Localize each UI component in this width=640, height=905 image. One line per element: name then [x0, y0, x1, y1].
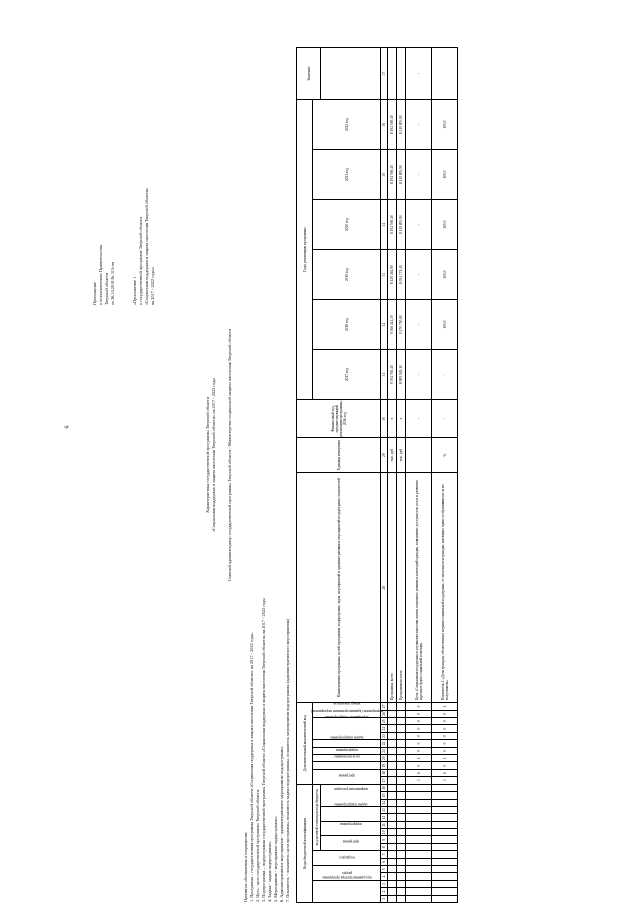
code-cell: [388, 829, 397, 836]
year-2021: 2021 год: [313, 150, 381, 200]
direction-code-header: направление расходов: [321, 784, 381, 806]
code-cell: [432, 843, 458, 850]
code-cell: [388, 755, 397, 762]
col-num: 20: [382, 756, 386, 761]
subprogram-code-header: подпрограмма: [321, 821, 381, 836]
appendix-line-8: на 2017 - 2022 годы»: [150, 266, 155, 305]
code-cell: [432, 829, 458, 836]
code-cell: 0: [432, 747, 458, 754]
page-number: 6: [64, 425, 71, 429]
title-line-2: «Социальная поддержка и защита населения Тверской области» на 2017 - 2022 годы: [211, 377, 216, 533]
year-value: 100,0: [432, 100, 458, 150]
name-header: Наименование программы, целей программы, подпрограмм, задач, мероприятий и административных мероприятий подпрограмм, показателей: [297, 473, 381, 703]
code-cell: [432, 858, 458, 865]
table-body: [388, 48, 458, 903]
code-cell: [397, 806, 406, 813]
code-cell: [406, 799, 432, 806]
code-cell: [397, 762, 406, 769]
col-num: 21: [382, 749, 386, 753]
code-cell: [388, 718, 397, 725]
row-base-year: х: [397, 400, 406, 438]
code-cell: [406, 829, 432, 836]
code-cell: [397, 843, 406, 850]
code-cell: [406, 866, 432, 873]
column-numbers-row: [381, 48, 388, 903]
code-cell: 0: [406, 710, 432, 717]
code-cell: [388, 814, 397, 821]
col-num: 22: [382, 741, 386, 746]
code-cell: [388, 740, 397, 747]
col-num: 16: [382, 786, 386, 790]
title-line-1: Характеристика государственной программы Тверской области: [205, 396, 210, 514]
code-cell: [397, 866, 406, 873]
code-cell: 1: [406, 755, 432, 762]
code-cell: [432, 821, 458, 828]
year-2020: 2020 год: [313, 200, 381, 250]
row-base-year: х: [388, 400, 397, 438]
a-event-header: мероприятие (административное мероприятие): [313, 740, 381, 747]
year-value: 8 119 893,90: [397, 200, 406, 250]
program-table: [296, 47, 458, 903]
year-value: -: [406, 300, 432, 350]
year-value: -: [432, 350, 458, 400]
code-cell: [388, 762, 397, 769]
code-cell: [397, 710, 406, 717]
appendix-line-1: Приложение: [92, 281, 97, 305]
appendix-line-2: к постановлению Правительства: [98, 245, 103, 305]
code-cell: 1: [432, 755, 458, 762]
code-cell: 0: [432, 762, 458, 769]
row-name: Программа, всего: [388, 473, 397, 703]
code-cell: [397, 836, 406, 843]
col-num: 7: [381, 851, 388, 858]
year-value: 100,0: [432, 300, 458, 350]
year-value: 100,0: [432, 250, 458, 300]
col-num: 25: [382, 719, 386, 724]
year-value: 8 119 893,90: [397, 150, 406, 200]
year-value: 8 119 893,90: [397, 100, 406, 150]
col-num: 37: [381, 48, 388, 100]
unit-header: Единица измерения: [297, 438, 381, 473]
code-cell: [406, 880, 432, 887]
row-unit: тыс. руб: [397, 438, 406, 473]
col-num: 28: [381, 473, 388, 703]
code-cell: [406, 784, 432, 792]
code-cell: [397, 718, 406, 725]
code-cell: [397, 792, 406, 799]
col-num: 13: [382, 808, 386, 812]
col-num: 6: [381, 858, 388, 865]
code-cell: [406, 858, 432, 865]
appendix-line-5: «Приложение 1: [132, 276, 137, 305]
col-num: 26: [382, 712, 386, 716]
code-cell: [397, 829, 406, 836]
col-num: 34: [381, 200, 388, 250]
code-cell: [432, 806, 458, 813]
code-cell: [406, 821, 432, 828]
code-cell: [388, 806, 397, 813]
year-value: 9 366 414,30: [388, 300, 397, 350]
a-subprogram-header: подпрограмма: [313, 755, 381, 762]
col-num: 29: [381, 438, 388, 473]
code-cell: [432, 888, 458, 895]
year-2019: 2019 год: [313, 250, 381, 300]
code-cell: [406, 888, 432, 895]
code-cell: [397, 814, 406, 821]
code-cell: [397, 888, 406, 895]
code-cell: [388, 821, 397, 828]
code-cell: 0: [406, 732, 432, 739]
subsection-header: подраздел: [313, 851, 381, 866]
year-2017: 2017 год: [313, 350, 381, 400]
note-4: 4. Задача - задача подпрограммы.: [267, 841, 272, 902]
year-value: -: [406, 150, 432, 200]
code-cell: [397, 799, 406, 806]
year-value: 8 054 771,40: [397, 250, 406, 300]
code-cell: 0: [432, 710, 458, 717]
row-end-value: [388, 48, 397, 100]
col-num: 32: [381, 300, 388, 350]
code-cell: [432, 895, 458, 902]
year-value: 100,0: [432, 200, 458, 250]
col-num: 19: [382, 763, 386, 768]
code-cell: [406, 851, 432, 858]
code-cell: [388, 710, 397, 717]
col-num: 27: [382, 704, 386, 709]
code-cell: [388, 784, 397, 792]
code-cell: 0: [406, 703, 432, 711]
code-cell: [388, 777, 397, 784]
code-cell: [432, 880, 458, 887]
code-cell: [388, 836, 397, 843]
code-cell: [406, 814, 432, 821]
note-6: 6. Административное мероприятие - административное мероприятие подпрограммы.: [279, 745, 284, 902]
code-cell: 0: [432, 732, 458, 739]
note-3: 3. Подпрограмма – подпрограмма государственной программы Тверской области «Социальная поддержка и защита населения Тверской области» на 2017 - 2022 годы: [261, 598, 266, 902]
code-cell: [432, 792, 458, 799]
code-cell: [432, 814, 458, 821]
code-cell: [406, 873, 432, 880]
admin-code-header: код администратора программы: [313, 880, 381, 902]
year-value: 8 129 464,90: [388, 250, 397, 300]
col-num: 23: [382, 734, 386, 738]
year-2018: 2018 год: [313, 300, 381, 350]
row-name: Цель «Социальная поддержка и улучшение качества жизни социально уязвимых категорий граждан, повышение доступности услуг и развития адресных форм социальной помощи»: [406, 473, 432, 703]
row-base-year: -: [406, 400, 432, 438]
code-cell: [397, 732, 406, 739]
code-cell: [388, 799, 397, 806]
code-cell: 0: [406, 762, 432, 769]
appendix-line-3: Тверской области: [104, 272, 109, 305]
col-num: 36: [381, 100, 388, 150]
code-cell: [397, 747, 406, 754]
code-cell: [397, 851, 406, 858]
a-goal-header: цель программы: [313, 762, 381, 769]
code-cell: 0: [432, 718, 458, 725]
task-code-header: задача подпрограммы: [321, 806, 381, 821]
code-cell: [432, 799, 458, 806]
code-cell: [432, 851, 458, 858]
table-row: [432, 48, 458, 903]
purpose-code-header: код целевой статьи расхода бюджета: [313, 784, 321, 851]
year-value: 8 194 569,40: [388, 100, 397, 150]
a-program-header: программа: [313, 769, 381, 784]
code-cell: [388, 858, 397, 865]
code-cell: [397, 873, 406, 880]
code-cell: [388, 769, 397, 776]
codes-header: Коды бюджетной классификации: [297, 784, 313, 902]
code-cell: 3: [406, 777, 432, 784]
code-cell: 6: [406, 769, 432, 776]
code-cell: [388, 851, 397, 858]
code-cell: [388, 725, 397, 732]
code-cell: [388, 895, 397, 902]
code-cell: [397, 858, 406, 865]
a-task-header: задача подпрограммы: [313, 747, 381, 754]
row-name: Показатель 1 «Доля граждан, обеспеченных мерами социальной поддержки, от численности граждан, имеющих право и обратившихся за их получением»: [432, 473, 458, 703]
code-cell: [397, 703, 406, 711]
fin-year-header: Финансовый год, предшествующий реализации программы, 2016 год: [297, 400, 381, 438]
row-base-year: -: [432, 400, 458, 438]
col-num: 17: [382, 778, 386, 783]
notes-heading: Принятые обозначения и сокращения:: [243, 831, 248, 902]
code-cell: [406, 843, 432, 850]
value-header: Значение: [297, 48, 321, 100]
value-empty-header: [321, 48, 381, 100]
col-num: 1: [381, 895, 388, 902]
code-cell: 6: [432, 769, 458, 776]
col-num: 5: [381, 866, 388, 873]
code-cell: [397, 895, 406, 902]
code-cell: [432, 866, 458, 873]
years-header: Годы реализации программы: [297, 100, 313, 400]
code-cell: 0: [406, 718, 432, 725]
year-value: -: [406, 350, 432, 400]
note-1: 1. Программа – государственная программа Тверской области «Социальная поддержка и защита населения Тверской области» на 2017 - 2022 годы.: [249, 632, 254, 902]
col-num: 18: [382, 771, 386, 775]
col-num: 33: [381, 250, 388, 300]
title-line-3: Главный администратор государственной программы Тверской области - Министерство социальной защиты населения Тверской области: [227, 329, 232, 581]
row-unit: %: [432, 438, 458, 473]
year-value: -: [406, 250, 432, 300]
code-cell: [397, 769, 406, 776]
code-cell: [397, 784, 406, 792]
col-num: 24: [382, 726, 386, 731]
col-num: 8: [381, 843, 388, 850]
col-num: 3: [381, 880, 388, 887]
table-row: [406, 48, 432, 903]
code-cell: [388, 792, 397, 799]
col-num: 31: [381, 350, 388, 400]
code-cell: 1: [432, 703, 458, 711]
code-cell: [397, 740, 406, 747]
extra-code-header: Дополнительный аналитический код: [297, 703, 313, 784]
code-cell: [397, 880, 406, 887]
code-cell: [388, 880, 397, 887]
col-num: 30: [381, 400, 388, 438]
year-2022: 2022 год: [313, 100, 381, 150]
code-cell: [397, 821, 406, 828]
row-unit: [406, 438, 432, 473]
row-unit: тыс. руб: [388, 438, 397, 473]
row-end-value: -: [406, 48, 432, 100]
year-value: 100,0: [432, 150, 458, 200]
code-cell: [406, 895, 432, 902]
code-cell: 0: [432, 740, 458, 747]
a-indicator-header: номер показателя: [313, 703, 381, 718]
a-event-sub-header: мероприятие подпрограммы: [313, 718, 381, 740]
col-num: 12: [382, 815, 386, 820]
code-cell: [388, 747, 397, 754]
code-cell: [406, 836, 432, 843]
table-row: [388, 48, 397, 903]
note-5: 5. Мероприятие - мероприятие подпрограммы.: [273, 816, 278, 902]
year-value: 8 194 569,40: [388, 150, 397, 200]
code-cell: [388, 703, 397, 711]
appendix-line-6: к государственной программе Тверской области: [138, 217, 143, 305]
col-num: 35: [381, 150, 388, 200]
year-value: 9 394 765,40: [388, 350, 397, 400]
note-7: 7. Показатель - показатель цели программы, показатель задачи подпрограммы, показатель мероприятия подпрограммы (административного мероприятия): [285, 619, 290, 902]
code-cell: [432, 836, 458, 843]
code-cell: 3: [432, 777, 458, 784]
year-value: 9 270 750,80: [397, 300, 406, 350]
code-cell: [406, 806, 432, 813]
col-num: 10: [382, 830, 386, 835]
code-cell: [397, 777, 406, 784]
row-end-value: [397, 48, 406, 100]
year-value: -: [406, 100, 432, 150]
row-end-value: [432, 48, 458, 100]
code-cell: [397, 755, 406, 762]
code-cell: [432, 784, 458, 792]
year-value: 8 194 569,40: [388, 200, 397, 250]
code-cell: 0: [432, 725, 458, 732]
code-cell: [406, 792, 432, 799]
code-cell: 0: [406, 747, 432, 754]
note-2: 2. Цель - цель государственной программы Тверской области.: [255, 788, 260, 902]
code-cell: [388, 843, 397, 850]
col-num: 9: [381, 836, 388, 843]
col-num: 11: [382, 823, 386, 827]
code-cell: [388, 888, 397, 895]
row-name: Программная часть: [397, 473, 406, 703]
year-value: 8 989 949,10: [397, 350, 406, 400]
col-num: 14: [382, 800, 386, 805]
code-cell: [388, 866, 397, 873]
col-num: 15: [382, 793, 386, 798]
code-cell: [388, 732, 397, 739]
appendix-line-7: «Социальная поддержка и защита населения Тверской области»: [144, 187, 149, 305]
code-cell: 0: [406, 740, 432, 747]
year-value: -: [406, 200, 432, 250]
code-cell: [388, 873, 397, 880]
col-num: 4: [381, 873, 388, 880]
code-cell: [397, 725, 406, 732]
section-header: раздел: [313, 866, 381, 881]
code-cell: [432, 873, 458, 880]
code-cell: 0: [406, 725, 432, 732]
table-row: [397, 48, 406, 903]
col-num: 2: [381, 888, 388, 895]
appendix-line-4: от 26.10.2018 № 315-пп: [110, 261, 115, 305]
program-code-header: программа: [321, 836, 381, 851]
